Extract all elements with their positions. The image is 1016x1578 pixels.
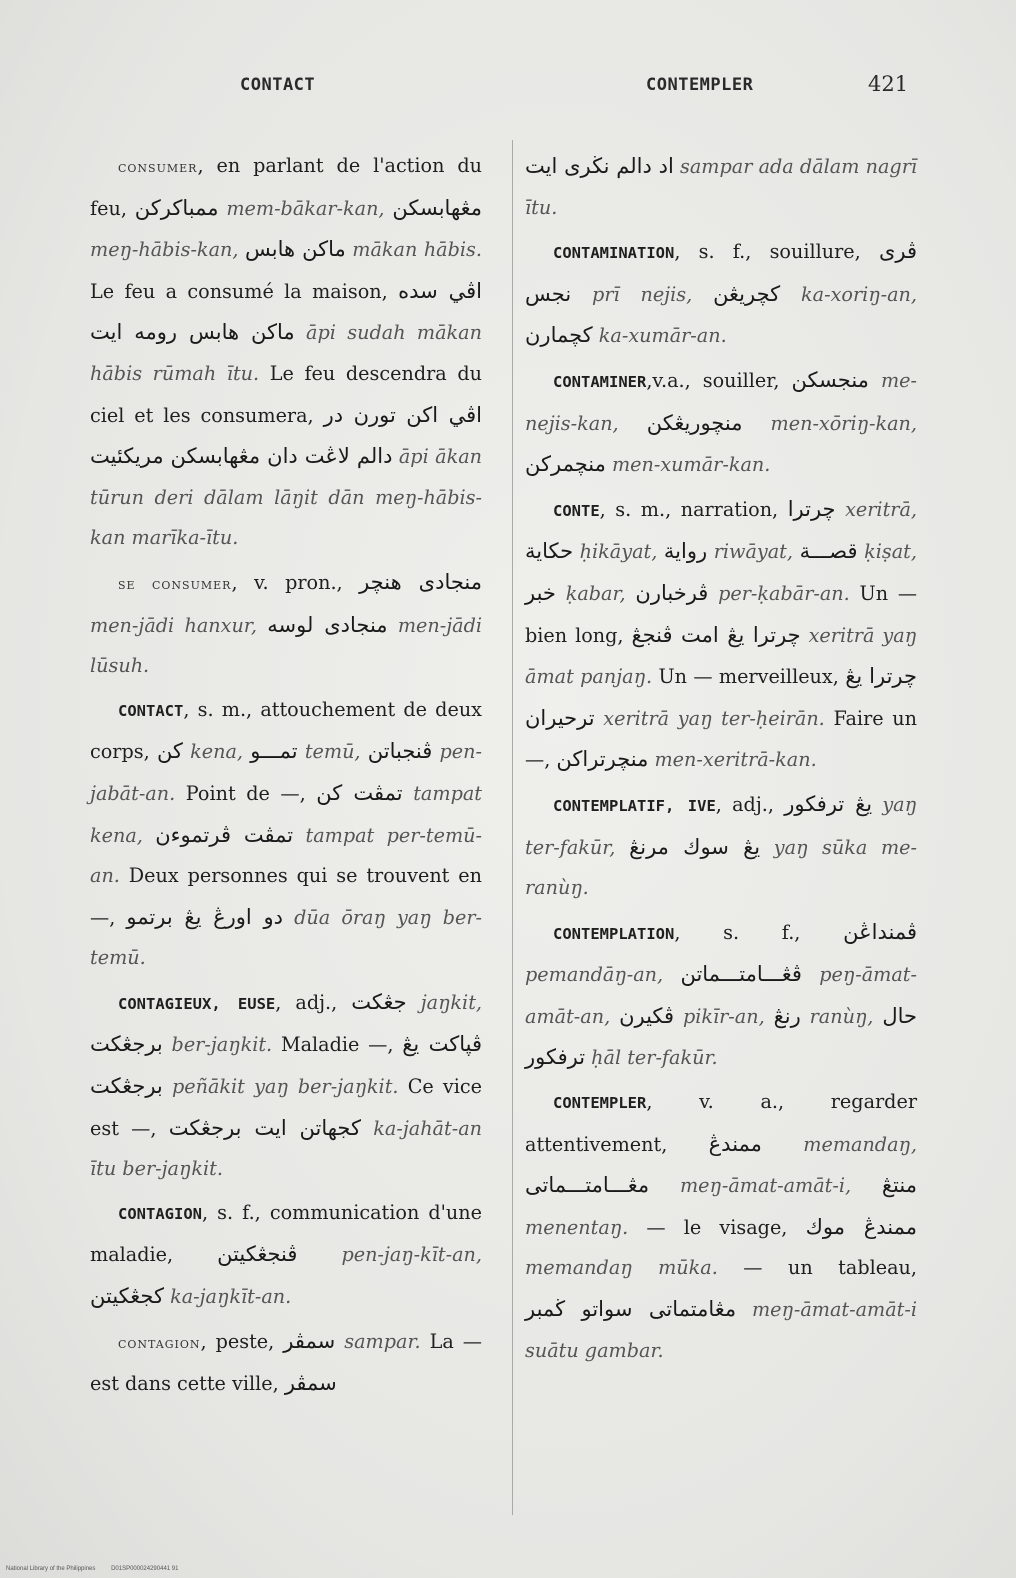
transliteration: āpi sudah mākan hābis rūmah ītu. xyxy=(90,321,482,385)
headword: CONTEMPLATION xyxy=(553,924,675,943)
definition-text xyxy=(742,412,770,435)
jawi-text: ممندڠ xyxy=(708,1131,762,1156)
definition-text xyxy=(335,1330,344,1353)
headword: CONTE xyxy=(553,501,600,520)
page-number: 421 xyxy=(868,72,909,96)
dictionary-entry xyxy=(525,912,917,1079)
definition-text xyxy=(657,540,664,563)
jawi-text: ڤرى نجس xyxy=(525,239,917,306)
jawi-text: كن xyxy=(156,739,183,764)
definition-text xyxy=(851,1174,882,1197)
transliteration: xeritrā, xyxy=(845,497,917,521)
definition-text: , s. f., xyxy=(674,920,844,944)
jawi-text: كچريڠن xyxy=(713,281,781,306)
jawi-text: ماكن هابس xyxy=(244,237,346,262)
jawi-text: مڠامتماتى سواتو ڬمبر xyxy=(525,1297,737,1322)
definition-text: , s. m., narration, xyxy=(599,497,788,521)
transliteration: pikīr-an, xyxy=(682,1004,765,1028)
transliteration: sampar ada dālam nagrī ītu. xyxy=(525,155,917,219)
jawi-text: اد دالم نڬرى ايت xyxy=(525,154,674,178)
jawi-text: قصـــة xyxy=(799,539,858,564)
jawi-text: رنڠ xyxy=(773,1003,801,1028)
definition-text xyxy=(707,540,714,563)
sub-headword: contagion xyxy=(118,1332,201,1352)
dictionary-entry xyxy=(90,1321,482,1405)
definition-text xyxy=(298,740,305,763)
definition-text: Ce vice est —, xyxy=(90,1075,483,1140)
jawi-text: رواية xyxy=(663,539,708,564)
definition-text xyxy=(595,707,604,730)
definition-text xyxy=(873,1005,882,1028)
headword: CONTAGION xyxy=(118,1204,202,1223)
transliteration: meŋ-āmat-amāt-i suātu gambar. xyxy=(525,1298,917,1362)
definition-text xyxy=(663,963,680,986)
jawi-text: ڤكيرن xyxy=(619,1003,675,1028)
definition-text xyxy=(573,540,580,563)
definition-text xyxy=(257,614,267,637)
definition-text: Maladie —, xyxy=(272,1033,403,1057)
transliteration: yaŋ sūka me-ranùŋ. xyxy=(525,835,917,900)
jawi-text: چرترا xyxy=(787,496,836,521)
jawi-text: تمـــو xyxy=(250,739,298,764)
left-column xyxy=(90,146,482,1408)
jawi-text: منجادى هنچر xyxy=(359,569,482,594)
transliteration: āpi ākan tūrun deri dālam lāŋit dān meŋ-hābis-kan marīka-ītu. xyxy=(90,445,482,550)
definition-text: Faire un —, xyxy=(525,706,918,772)
definition-text: ,v.a., souiller, xyxy=(646,368,792,392)
jawi-text: منجسكن xyxy=(791,367,869,392)
jawi-text: سمڤر xyxy=(284,1371,337,1396)
transliteration: memandaŋ, xyxy=(803,1132,917,1156)
jawi-text: برجڠكت xyxy=(90,1032,163,1057)
definition-text xyxy=(674,1005,683,1028)
definition-text: Le feu descendra du ciel et les consumera, xyxy=(90,361,482,427)
definition-text: , en parlant de l'action du feu, xyxy=(90,154,482,220)
definition-text: — un tableau, xyxy=(717,1256,917,1280)
transliteration: ka-xumār-an. xyxy=(598,324,727,348)
definition-text xyxy=(801,624,809,647)
transliteration: sampar. xyxy=(344,1329,421,1353)
definition-text xyxy=(610,1005,619,1028)
definition-text xyxy=(626,582,636,605)
jawi-text: منچوريڠكن xyxy=(646,410,743,435)
definition-text: Deux personnes qui se trouvent en —, xyxy=(90,864,482,929)
dictionary-entry xyxy=(525,360,917,486)
transliteration: memandaŋ mūka. xyxy=(525,1256,718,1280)
definition-text xyxy=(736,1298,752,1321)
definition-text: Un — bien long, xyxy=(525,581,918,647)
transliteration: menentaŋ. xyxy=(525,1215,629,1239)
transliteration: jaŋkit, xyxy=(420,990,483,1014)
definition-text: , s. m., attouchement de deux corps, xyxy=(90,697,482,764)
transliteration: men-xōriŋ-kan, xyxy=(770,411,917,435)
definition-text xyxy=(293,824,305,847)
definition-text xyxy=(571,283,592,306)
jawi-text: مڠـــامتـــماتى xyxy=(525,1173,650,1198)
definition-text xyxy=(708,582,718,605)
transliteration: men-xumār-kan. xyxy=(611,453,771,477)
definition-text: — le visage, xyxy=(628,1215,806,1239)
definition-text xyxy=(361,1117,373,1140)
jawi-text: يڠ سوك مرنڠ xyxy=(629,834,761,859)
definition-text xyxy=(649,1174,680,1197)
definition-text xyxy=(556,582,566,605)
transliteration: mākan hābis. xyxy=(352,238,482,262)
dictionary-entry xyxy=(90,690,482,979)
transliteration: mem-bākar-kan, xyxy=(226,196,385,220)
jawi-text: چرترا يڠ ترحيران xyxy=(525,664,917,730)
transliteration: ka-jaŋkīt-an. xyxy=(170,1285,292,1309)
jawi-text: ڤڠـــامتـــماتن xyxy=(680,962,802,987)
jawi-text: منچرتراكن xyxy=(556,747,649,772)
jawi-text: ڤمنداڠن xyxy=(843,919,917,944)
definition-text: , v. pron., xyxy=(231,570,360,594)
definition-text: , s. f., souillure, xyxy=(674,240,879,264)
jawi-text: كچمارن xyxy=(525,323,593,348)
definition-text xyxy=(801,1005,810,1028)
headword: CONTAGIEUX, EUSE xyxy=(118,994,276,1013)
transliteration: meŋ-hābis-kan, xyxy=(90,238,239,262)
jawi-text: دو اورڠ يڠ برتمو xyxy=(126,904,283,929)
dictionary-entry xyxy=(90,146,482,559)
jawi-text: مڠهابسكن xyxy=(392,195,483,220)
jawi-text: تمڤت كن xyxy=(316,780,403,805)
dictionary-entry xyxy=(90,562,482,687)
definition-text: , adj., xyxy=(275,990,352,1014)
transliteration: xeritrā yaŋ ter-ḥeirān. xyxy=(603,706,825,730)
transliteration: ber-jaŋkit. xyxy=(171,1033,273,1057)
definition-text xyxy=(619,412,647,435)
definition-text xyxy=(836,498,846,521)
definition-text xyxy=(793,540,800,563)
headword: CONTACT xyxy=(118,701,184,720)
definition-text xyxy=(615,836,629,859)
footer-library: National Library of the Philippines xyxy=(6,1566,96,1572)
transliteration: men-xeritrā-kan. xyxy=(654,748,817,772)
definition-text xyxy=(163,1075,172,1098)
definition-text: Point de —, xyxy=(175,781,317,805)
jawi-text: ڤنجڠكيتن xyxy=(217,1242,298,1267)
jawi-text: اڤي سده ماكن هابس رومه ايت xyxy=(90,278,482,345)
jawi-text: حال ترفكور xyxy=(525,1003,917,1070)
definition-text xyxy=(361,740,368,763)
right-column xyxy=(525,146,917,1374)
transliteration: pen-jabāt-an. xyxy=(90,740,482,805)
transliteration: tampat per-temū-an. xyxy=(90,823,482,888)
definition-text xyxy=(872,793,882,816)
headword: CONTEMPLER xyxy=(553,1094,647,1113)
definition-text xyxy=(388,614,398,637)
dictionary-entry xyxy=(525,231,917,357)
transliteration: riwāyat, xyxy=(713,540,793,564)
definition-text xyxy=(407,991,421,1014)
transliteration: temū, xyxy=(304,740,361,764)
definition-text xyxy=(765,1005,774,1028)
jawi-text: منتڠ xyxy=(881,1173,917,1198)
jawi-text: اڤي اكن تورن در دالم لاڠت دان مڠهابسكن مريكئيت xyxy=(90,402,482,469)
dictionary-entry xyxy=(90,982,482,1190)
headword: CONTAMINATION xyxy=(553,244,675,263)
definition-text: La — est dans cette ville, xyxy=(90,1329,482,1396)
jawi-text: منچمركن xyxy=(525,452,606,477)
transliteration: xeritrā yaŋ āmat panjaŋ. xyxy=(525,623,917,689)
jawi-text: ممندڠ موك xyxy=(805,1214,917,1239)
definition-text: , s. f., communication d'une maladie, xyxy=(90,1200,482,1267)
dictionary-entry xyxy=(525,784,917,909)
transliteration: tampat kena, xyxy=(90,781,482,847)
scan-footer xyxy=(6,1566,192,1572)
jawi-text: چرترا يڠ امت ڤنجڠ xyxy=(631,622,801,647)
transliteration: prī nejis, xyxy=(592,282,693,306)
column-divider xyxy=(512,140,513,1515)
definition-text xyxy=(295,321,306,344)
sub-headword: consumer xyxy=(118,157,198,176)
definition-text xyxy=(692,283,713,306)
jawi-text: سمڤر xyxy=(283,1328,336,1353)
jawi-text: خبر xyxy=(525,580,556,605)
transliteration: dūa ōraŋ yaŋ ber-temū. xyxy=(90,905,483,970)
definition-text xyxy=(163,1033,172,1056)
transliteration: ka-jahāt-an ītu ber-jaŋkit. xyxy=(90,1116,482,1181)
definition-text xyxy=(780,283,801,306)
transliteration: pen-jaŋ-kīt-an, xyxy=(341,1243,482,1267)
transliteration: ranùŋ, xyxy=(809,1004,874,1028)
jawi-text: منجادى لوسه xyxy=(267,612,388,637)
jawi-text: ڤنجباتن xyxy=(367,739,433,764)
definition-text xyxy=(869,369,881,392)
jawi-text: تمڤت ڤرتموءن xyxy=(155,822,294,847)
transliteration: peñākit yaŋ ber-jaŋkit. xyxy=(171,1075,399,1099)
definition-text xyxy=(802,963,819,986)
headword: CONTAMINER xyxy=(553,372,647,391)
dictionary-entry xyxy=(90,1193,482,1318)
dictionary-entry xyxy=(525,146,917,228)
definition-text: , peste, xyxy=(200,1329,284,1353)
dictionary-entry xyxy=(525,1082,917,1371)
transliteration: per-ḳabār-an. xyxy=(718,581,850,605)
definition-text xyxy=(143,824,155,847)
jawi-text: يڠ ترفكور xyxy=(784,791,873,816)
jawi-text: ممباكركن xyxy=(134,195,219,220)
sub-headword: se consumer xyxy=(118,573,232,593)
transliteration: ḥikāyat, xyxy=(579,540,658,564)
transliteration: peŋ-āmat-amāt-an, xyxy=(525,963,917,1028)
definition-text xyxy=(403,782,414,805)
jawi-text: ڤرخبارن xyxy=(635,580,709,605)
transliteration: me-nejis-kan, xyxy=(525,368,917,435)
definition-text xyxy=(283,906,294,929)
transliteration: ka-xoriŋ-an, xyxy=(801,282,917,306)
footer-identifier: D01SP000024290441 91 xyxy=(111,1566,179,1572)
dictionary-entry xyxy=(525,489,917,781)
jawi-text: جڠكت xyxy=(351,989,407,1014)
jawi-text: كجهاتن ايت برجڠكت xyxy=(168,1115,361,1140)
jawi-text: كجڠكيتن xyxy=(90,1284,164,1309)
jawi-text: ڤپاكت يڠ برجڠكت xyxy=(90,1032,482,1099)
transliteration: ḥāl ter-fakūr. xyxy=(591,1046,718,1070)
transliteration: yaŋ ter-fakūr, xyxy=(525,792,917,859)
definition-text xyxy=(762,1133,803,1156)
definition-text: Le feu a consumé la maison, xyxy=(90,279,399,303)
transliteration: ḳiṣat, xyxy=(864,540,917,564)
definition-text xyxy=(760,836,774,859)
transliteration: kena, xyxy=(190,740,244,764)
transliteration: ḳabar, xyxy=(565,581,626,605)
definition-text: , adj., xyxy=(715,792,785,816)
right-running-head: CONTEMPLER xyxy=(646,75,754,95)
headword: CONTEMPLATIF, IVE xyxy=(553,796,716,815)
left-running-head: CONTACT xyxy=(240,75,316,95)
transliteration: pemandāŋ-an, xyxy=(525,963,664,987)
definition-text xyxy=(297,1243,341,1266)
transliteration: men-jādi lūsuh. xyxy=(90,613,483,678)
transliteration: meŋ-āmat-amāt-i, xyxy=(679,1174,852,1198)
definition-text: , v. a., regarder attentivement, xyxy=(525,1090,917,1156)
definition-text: Un — merveilleux, xyxy=(652,665,846,689)
transliteration: men-jādi hanxur, xyxy=(90,613,257,637)
jawi-text: حكاية xyxy=(525,539,574,564)
definition-text xyxy=(432,740,439,763)
